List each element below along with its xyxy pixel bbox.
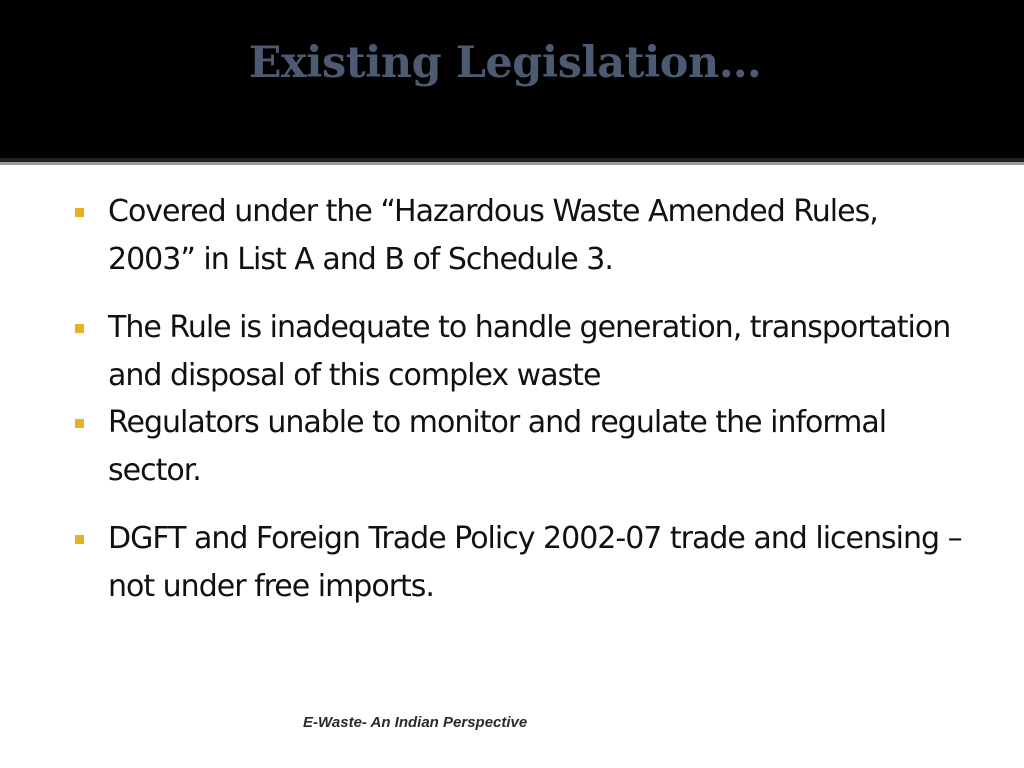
bullet-text: Regulators unable to monitor and regulate the informal sector. xyxy=(108,405,887,488)
bullet-square-icon xyxy=(75,208,84,217)
slide-footer: E-Waste- An Indian Perspective xyxy=(303,714,528,731)
bullet-square-icon xyxy=(75,535,84,544)
bullet-text: DGFT and Foreign Trade Policy 2002-07 trade and licensing – not under free imports. xyxy=(108,521,962,604)
slide-title: Existing Legislation… xyxy=(248,38,762,88)
bullet-text: Covered under the “Hazardous Waste Amended Rules, 2003” in List A and B of Schedule 3. xyxy=(108,194,878,277)
bullet-square-icon xyxy=(75,324,84,333)
title-band xyxy=(0,0,1024,158)
slide-content xyxy=(0,165,1024,768)
bullet-square-icon xyxy=(75,419,84,428)
bullet-text: The Rule is inadequate to handle generation, transportation and disposal of this complex waste xyxy=(108,310,951,393)
